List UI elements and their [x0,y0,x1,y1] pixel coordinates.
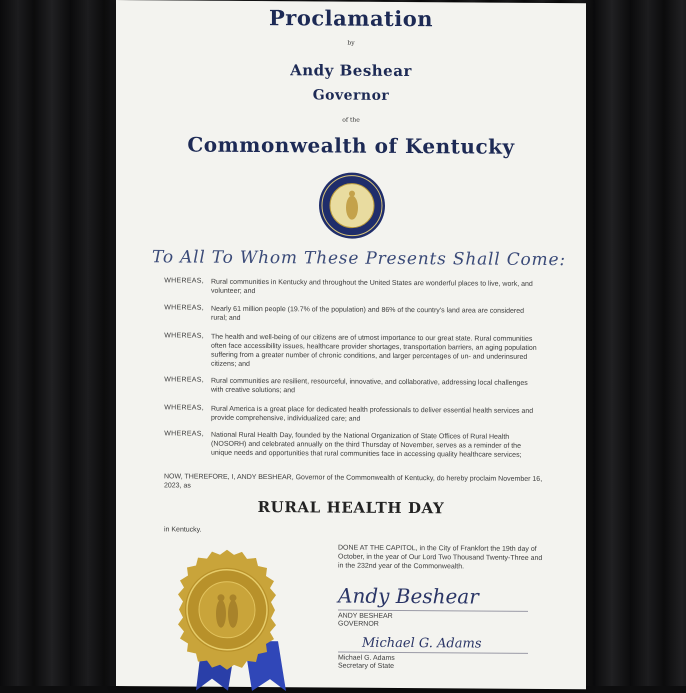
gold-seal [164,548,290,671]
governor-name: Andy Beshear [290,61,412,81]
governor-printed-title: GOVERNOR [338,620,379,628]
whereas-label: WHEREAS, [164,430,204,438]
proclamation-heading: Proclamation [268,5,433,32]
whereas-clause [116,332,586,368]
whereas-label: WHEREAS, [164,376,204,384]
whereas-clause [116,277,586,295]
whereas-clause [116,304,586,322]
whereas-label: WHEREAS, [164,332,204,340]
governor-title: Governor [312,87,390,104]
of-the-label: of the [342,116,360,124]
governor-signature: Andy Beshear [338,583,479,609]
secretary-printed-name: Michael G. Adams [338,654,395,662]
secretary-signature: Michael G. Adams [362,635,482,652]
by-label: by [347,39,355,47]
whereas-clause [116,376,586,395]
now-therefore-text: NOW, THEREFORE, I, ANDY BESHEAR, Governor of the Commonwealth of Kentucky, do hereby proclaim November 16, 2023, as [164,473,543,490]
in-kentucky-text: in Kentucky. [164,526,202,534]
whereas-clause [116,404,586,423]
commonwealth-heading: Commonwealth of Kentucky [187,132,515,159]
whereas-text: Rural America is a great place for dedicated health professionals to deliver essential health services and provide comprehensive, individualized care; and [211,405,534,423]
whereas-text: Rural communities in Kentucky and throughout the United States are wonderful places to live, work, and volunteer; and [211,278,533,295]
rural-health-day-title: RURAL HEALTH DAY [257,497,445,518]
whereas-text: Nearly 61 million people (19.7% of the population) and 86% of the country's land area are considered rural; and [211,305,525,322]
whereas-text: National Rural Health Day, founded by the National Organization of State Offices of Rural Health (NOSORH) and celebrated annually on the third Thursday of November, serves as a reminder of the unique needs and opportunities that rural communities face in accessing quality healthcare services; [211,431,522,459]
whereas-label: WHEREAS, [164,404,204,412]
whereas-text: Rural communities are resilient, resourceful, innovative, and collaborative, addressing local challenges with creative solutions; and [211,377,528,395]
proclamation-document [116,0,586,689]
secretary-printed-title: Secretary of State [338,662,395,670]
whereas-label: WHEREAS, [164,304,204,312]
salutation-line: To All To Whom These Presents Shall Come: [152,247,566,271]
done-at-capitol-text: DONE AT THE CAPITOL, in the City of Frankfort the 19th day of October, in the year of Our Lord Two Thousand Twenty-Three and in the 232nd year of the Commonwealth. [338,544,543,571]
whereas-text: The health and well-being of our citizens are of utmost importance to our great state. Rural communities often face accessibility issues, healthcare provider shortages, transportation barriers, an aging population suffering from a greater number of chronic conditions, and larger percentages of un- and underinsured citizens; and [211,333,537,368]
whereas-clause [116,430,586,459]
governor-printed-name: ANDY BESHEAR [338,612,393,620]
kentucky-state-seal [318,171,386,239]
whereas-label: WHEREAS, [164,277,204,285]
